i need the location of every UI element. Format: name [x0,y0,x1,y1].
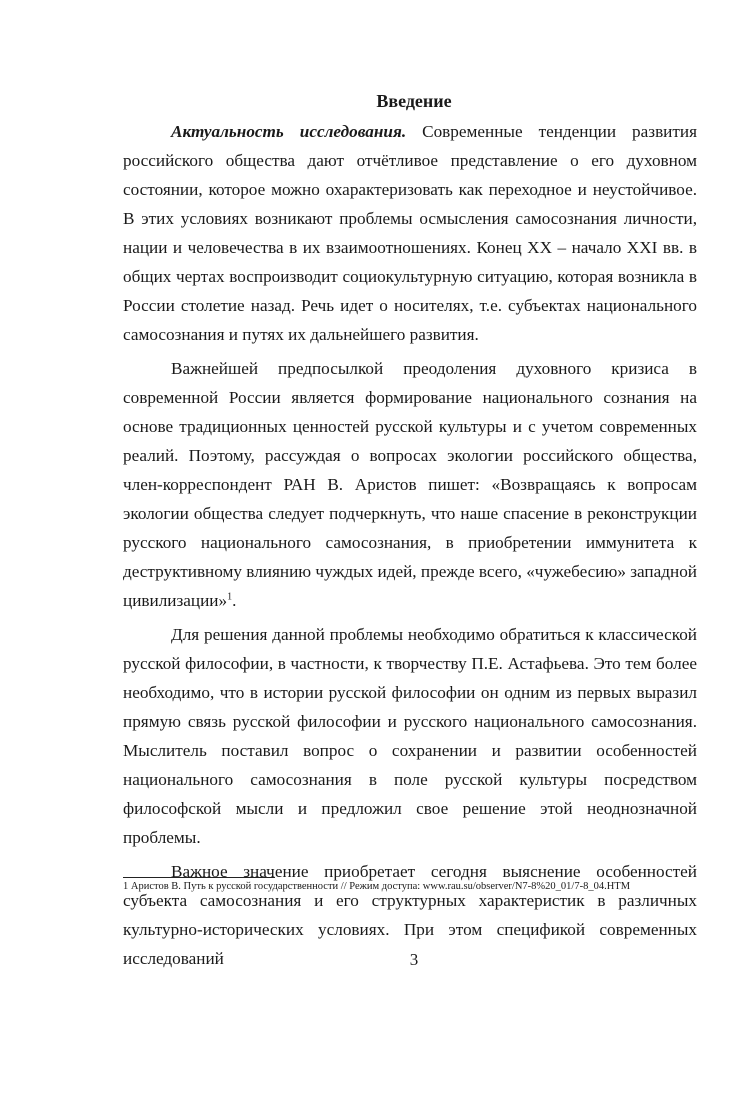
section-heading: Введение [376,91,452,111]
paragraph-lead-in: Актуальность исследования. [171,122,407,141]
paragraph-relevance [123,117,697,349]
paragraph-astafiev [123,620,697,852]
footnote: 1 Аристов В. Путь к русской государственности // Режим доступа: www.rau.su/observer/N7-8%20_01/7-8_04.HTM [123,881,631,892]
page-number: 3 [409,950,419,969]
paragraph-text: Важное значение приобретает сегодня выяснение особенностей субъекта самосознания и его структурных характеристик в различных культурно-исторических условиях. При этом спецификой современных исследований [123,862,697,968]
footnote-reference: 1 [227,591,233,603]
footnote-divider [123,877,275,878]
paragraph-text: Для решения данной проблемы необходимо обратиться к классической русской философии, в частности, к творчеству П.Е. Астафьева. Это тем более необходимо, что в истории русской философии он одним из первых выразил прямую связь русской философии и русского национального самосознания. Мыслитель поставил вопрос о сохранении и развитии особенностей национального самосознания в поле русской культуры посредством философской мысли и предложил свое решение этой неоднозначной проблемы. [123,625,697,847]
paragraph-text: Современные тенденции развития российского общества дают отчётливое представление о его духовном состоянии, которое можно охарактеризовать как переходное и неустойчивое. В этих условиях возникают проблемы осмысления самосознания личности, нации и человечества в их взаимоотношениях. Конец XX – начало XXI вв. в общих чертах воспроизводит социокультурную ситуацию, которая возникла в России столетие назад. Речь идет о носителях, т.е. субъектах национального самосознания и путях их дальнейшего развития. [123,122,697,344]
paragraph-premise [123,354,697,615]
paragraph-tail: . [232,591,237,610]
paragraph-text: Важнейшей предпосылкой преодоления духовного кризиса в современной России является формирование национального сознания на основе традиционных ценностей русской культуры и с учетом современных реалий. Поэтому, рассуждая о вопросах экологии российского общества, член-корреспондент РАН В. Аристов пишет: «Возвращаясь к вопросам экологии общества следует подчеркнуть, что наше спасение в реконструкции русского национального самосознания, в приобретении иммунитета к деструктивному влиянию чуждых идей, прежде всего, «чужебесию» западной цивилизации» [123,359,697,610]
body-text [123,117,697,973]
